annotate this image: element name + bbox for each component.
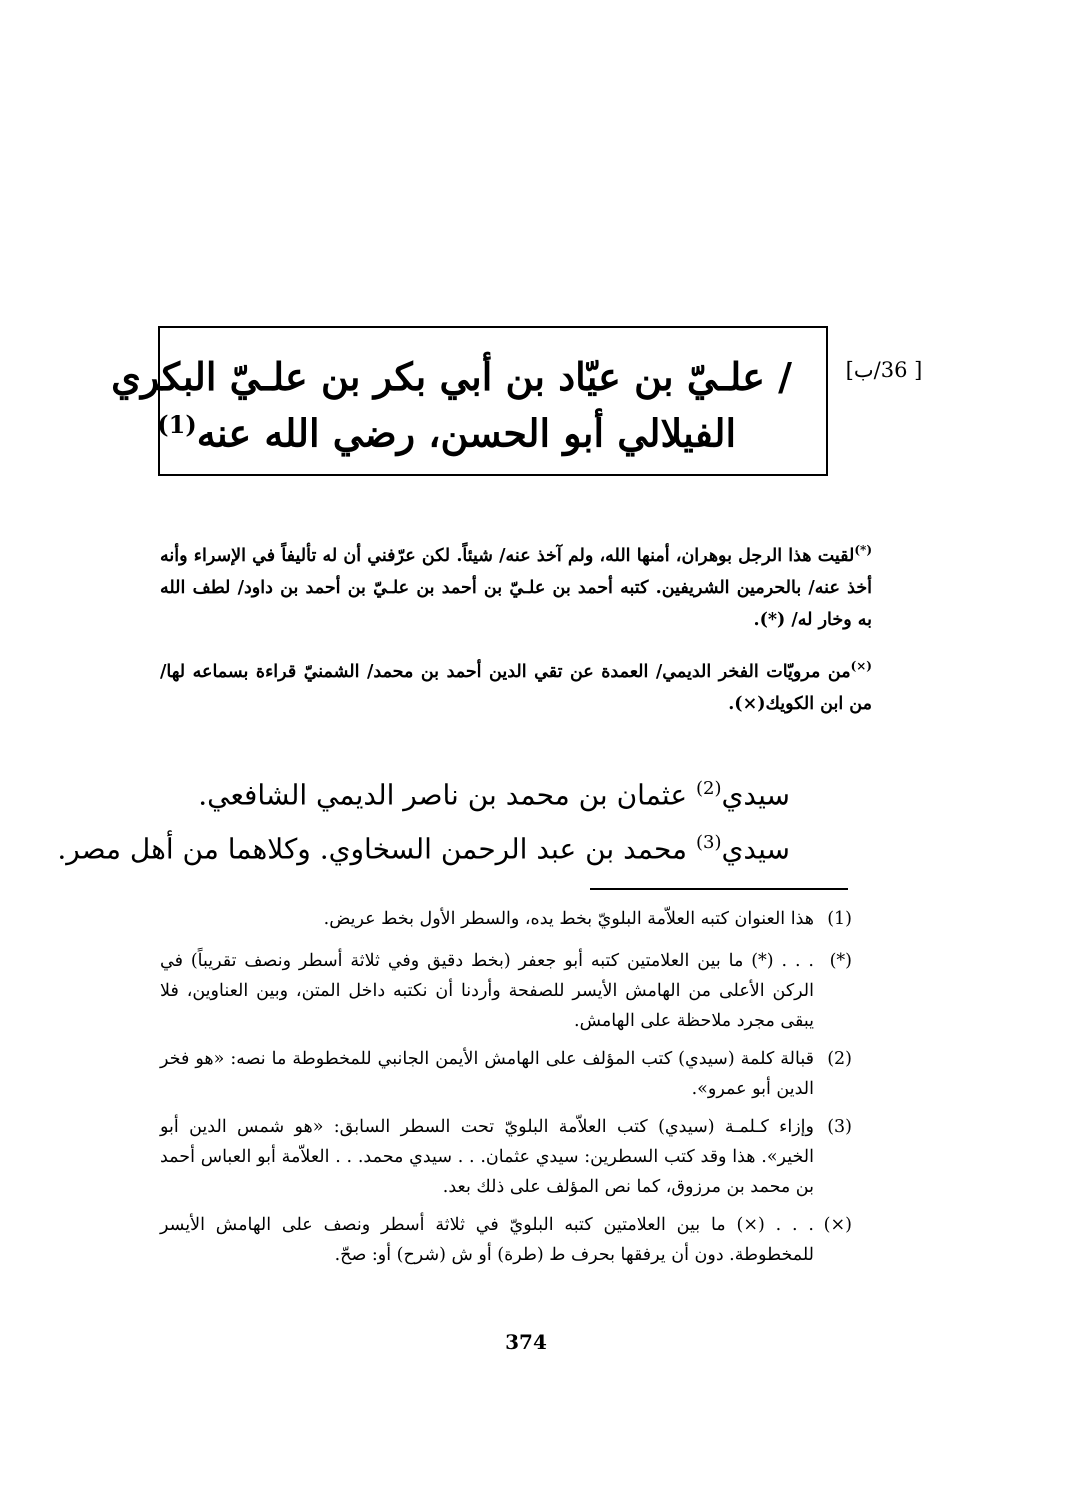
marginal-note-text: من مرويّات الفخر الديمي/ العمدة عن تقي الدين أحمد بن محمد/ الشمنيّ قراءة بسماعه لها/ من ابن الكويك(×). [160, 661, 872, 714]
footnote-number: (*) [829, 951, 852, 971]
title-line-2-text: الفيلالي أبو الحسن، رضي الله عنه [196, 410, 736, 456]
marginal-note-text: لقيت هذا الرجل بوهران، أمنها الله، ولم آخذ عنه/ شيئاً. لكن عرّفني أن له تأليفاً في الإسراء وأنه أخذ عنه/ بالحرمين الشريفين. كتبه أحمد بن علـيّ بن أحمد بن علـيّ بن أحمد بن داود/ لطف الله به وخار له/ (*). [160, 545, 872, 630]
footnote-number: (×) [823, 1215, 852, 1235]
marginal-note-mark: (*) [854, 543, 872, 557]
title-line-2 [157, 410, 736, 456]
page-number: 374 [505, 1330, 547, 1354]
marginal-note-asterisk [160, 534, 872, 636]
footnote-text: . . . (*) ما بين العلامتين كتبه أبو جعفر (بخط دقيق وفي ثلاثة أسطر ونصف تقريباً) في الركن الأعلى من الهامش الأيسر للصفحة وأردنا أن نكتبه داخل المتن، وبين العناوين، فلا يبقى مجرد ملاحظة على الهامش. [160, 951, 814, 1031]
footnote-2 [160, 1044, 852, 1104]
main-text-line-1 [150, 778, 790, 811]
footnote-separator [590, 888, 848, 890]
footnote-cross [160, 1210, 852, 1270]
footnote-text: . . . (×) ما بين العلامتين كتبه البلويّ في ثلاثة أسطر ونصف على الهامش الأيسر للمخطوطة. دون أن يرفقها بحرف ط (طرة) أو ش (شرح) أو: صحّ. [160, 1215, 814, 1265]
main-text-footnote-ref: (3) [695, 832, 722, 853]
footnote-3 [160, 1112, 852, 1202]
footnote-text: قبالة كلمة (سيدي) كتب المؤلف على الهامش الأيمن الجانبي للمخطوطة ما نصه: «هو فخر الدين أبو عمرو». [160, 1049, 814, 1099]
main-text-footnote-ref: (2) [695, 778, 722, 799]
main-text-body: عثمان بن محمد بن ناصر الديمي الشافعي. [198, 778, 688, 812]
title-line-1: / علـيّ بن عيّاد بن أبي بكر بن علـيّ البكري [111, 354, 792, 399]
footnote-text: هذا العنوان كتبه العلاّمة البلويّ بخط يده، والسطر الأول بخط عريض. [323, 909, 814, 929]
marginal-note-mark: (×) [850, 659, 872, 673]
footnote-asterisk [160, 946, 852, 1036]
main-text-body: محمد بن عبد الرحمن السخاوي. وكلاهما من أهل مصر. [57, 832, 688, 866]
title-box [111, 326, 828, 476]
footnote-text: وإزاء كـلمـة (سيدي) كتب العلاّمة البلويّ تحت السطر السابق: «هو شمس الدين أبو الخير». هذا وقد كتب السطرين: سيدي عثمان. . . سيدي محمد. . . العلاّمة أبو العباس أحمد بن محمد بن مرزوق، كما نص المؤلف على ذلك بعد. [160, 1117, 814, 1197]
folio-marker: [ 36/ب] [845, 358, 923, 382]
footnote-1 [160, 904, 852, 934]
footnote-number: (1) [827, 909, 852, 929]
main-text-prefix: سيدي [721, 832, 790, 866]
main-text-line-2 [57, 832, 790, 866]
footnote-number: (2) [827, 1049, 852, 1069]
title-footnote-ref: (1) [157, 410, 197, 439]
main-text-prefix: سيدي [721, 778, 790, 812]
footnote-number: (3) [827, 1117, 852, 1137]
marginal-note-cross [160, 650, 872, 720]
